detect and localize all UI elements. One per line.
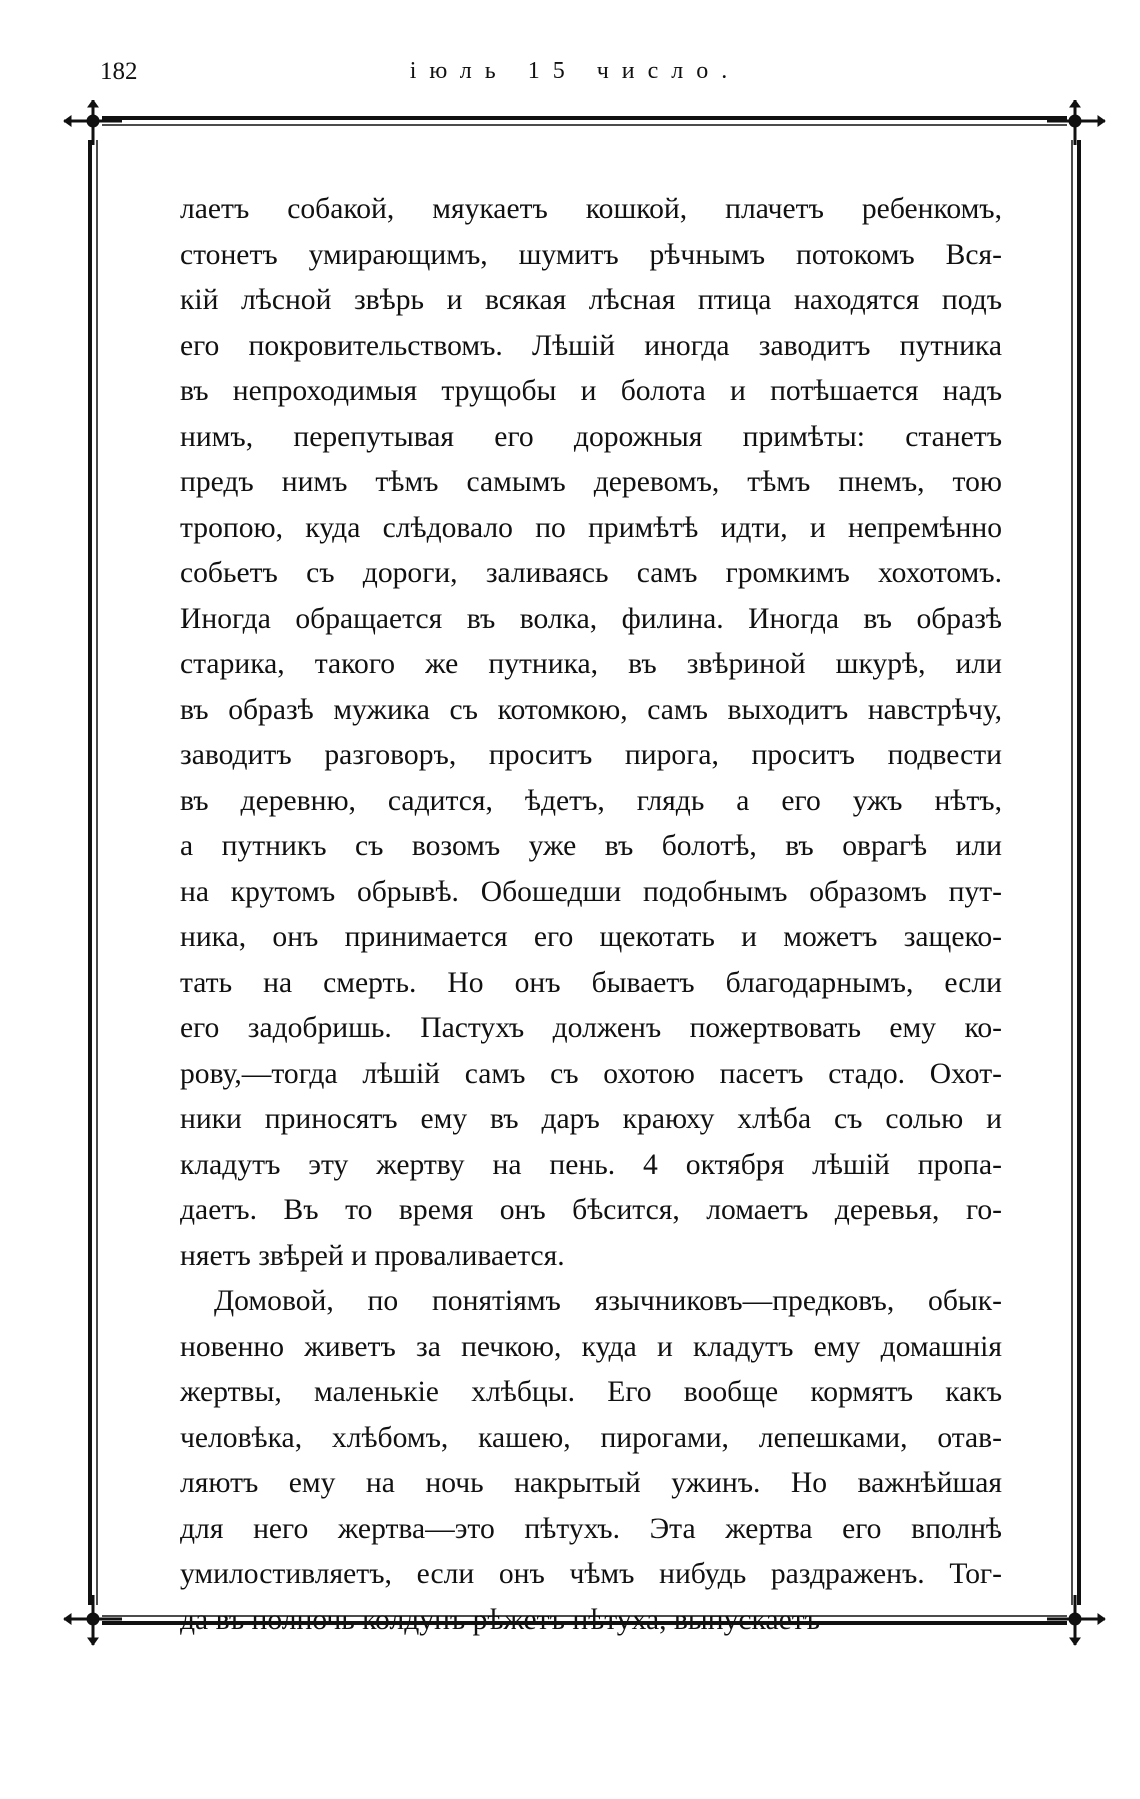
text-line: предъ нимъ тѣмъ самымъ деревомъ, тѣмъ пнемъ, тою (180, 466, 1002, 498)
text-line: въ непроходимыя трущобы и болота и потѣшается надъ (180, 375, 1002, 407)
text-line: а путникъ съ возомъ уже въ болотѣ, въ оврагѣ или (180, 830, 1002, 862)
text-line: въ деревню, садится, ѣдетъ, глядь а его ужъ нѣтъ, (180, 784, 1002, 817)
corner-ornament-bottom-right (1047, 1595, 1105, 1645)
body-text (180, 187, 1002, 1643)
text-line: для него жертва—это пѣтухъ. Эта жертва его вполнѣ (180, 1512, 1002, 1545)
text-line: его покровительствомъ. Лѣшій иногда заводитъ путника (180, 329, 1002, 362)
text-line: да въ полночь колдунъ рѣжетъ пѣтуха, выпускаетъ (180, 1603, 820, 1636)
text-line: рову,—тогда лѣшій самъ съ охотою пасетъ стадо. Охот- (180, 1057, 1002, 1090)
text-line: его задобришь. Пастухъ долженъ пожертвовать ему ко- (180, 1012, 1002, 1044)
text-line: въ образѣ мужика съ котомкою, самъ выходитъ навстрѣчу, (180, 693, 1002, 726)
corner-ornament-bottom-left (64, 1595, 122, 1645)
corner-ornament-top-right (1047, 100, 1105, 145)
text-line: Иногда обращается въ волка, филина. Иногда въ образѣ (180, 602, 1002, 635)
text-line: на крутомъ обрывѣ. Обошедши подобнымъ образомъ пут- (180, 875, 1002, 908)
text-line: умилостивляетъ, если онъ чѣмъ нибудь раздраженъ. Тог- (180, 1558, 1002, 1590)
text-line: тать на смерть. Но онъ бываетъ благодарнымъ, если (180, 966, 1002, 999)
paragraph (180, 187, 1002, 1279)
text-line: старика, такого же путника, въ звѣриной шкурѣ, или (180, 648, 1002, 680)
paragraph (180, 1279, 1002, 1643)
text-line: ника, онъ принимается его щекотать и можетъ защеко- (180, 921, 1002, 953)
text-line: Домовой, по понятіямъ язычниковъ—предковъ, обык- (214, 1285, 1002, 1317)
text-line: жертвы, маленькіе хлѣбцы. Его вообще кормятъ какъ (180, 1376, 1002, 1408)
text-line: лаетъ собакой, мяукаетъ кошкой, плачетъ ребенкомъ, (180, 193, 1002, 225)
page-number: 182 (100, 58, 138, 85)
text-line: новенно живетъ за печкою, куда и кладутъ ему домашнія (180, 1330, 1002, 1363)
corner-ornament-top-left (64, 100, 122, 145)
text-line: ляютъ ему на ночь накрытый ужинъ. Но важнѣйшая (180, 1467, 1002, 1499)
text-line: стонетъ умирающимъ, шумитъ рѣчнымъ потокомъ Вся- (180, 238, 1002, 271)
text-line: кладутъ эту жертву на пень. 4 октября лѣшій пропа- (180, 1148, 1002, 1181)
text-line: собьетъ съ дороги, заливаясь самъ громкимъ хохотомъ. (180, 557, 1002, 589)
text-line: кій лѣсной звѣрь и всякая лѣсная птица находятся подъ (180, 284, 1002, 316)
running-title: іюль 15 числo. (409, 58, 741, 84)
text-line: даетъ. Въ то время онъ бѣсится, ломаетъ деревья, го- (180, 1194, 1002, 1226)
text-line: ники приносятъ ему въ даръ краюху хлѣба съ солью и (180, 1103, 1002, 1135)
text-line: заводитъ разговоръ, проситъ пирога, проситъ подвести (180, 739, 1002, 771)
text-line: тропою, куда слѣдовало по примѣтѣ идти, и непремѣнно (180, 511, 1002, 544)
text-line: нимъ, перепутывая его дорожныя примѣты: станетъ (180, 420, 1002, 453)
page-header (0, 58, 1140, 98)
text-line: человѣка, хлѣбомъ, кашею, пирогами, лепешками, отав- (180, 1421, 1002, 1454)
text-line: няетъ звѣрей и проваливается. (180, 1239, 565, 1272)
